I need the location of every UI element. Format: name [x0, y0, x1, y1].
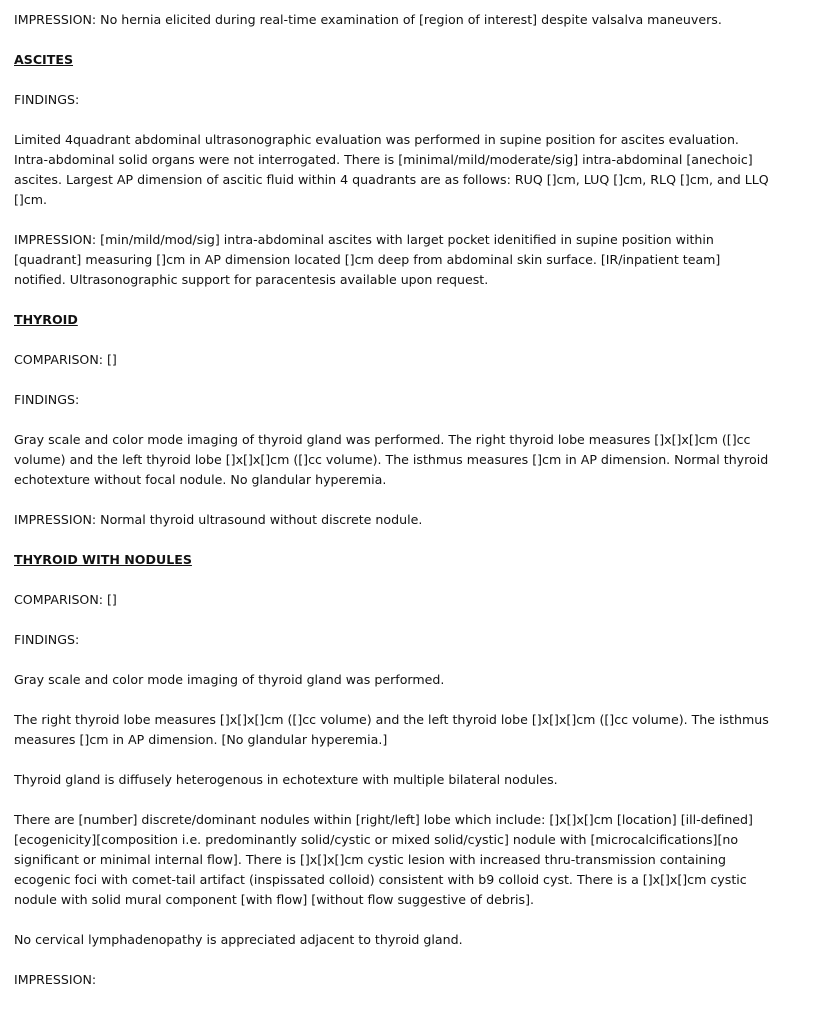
thyroid-nodules-paragraph-5: No cervical lymphadenopathy is appreciated adjacent to thyroid gland.	[14, 932, 463, 947]
thyroid-nodules-line: measures []cm in AP dimension. [No glandular hyperemia.]	[14, 732, 388, 747]
thyroid-nodules-paragraph-2	[14, 710, 810, 750]
ascites-findings-line: Intra-abdominal solid organs were not interrogated. There is [minimal/mild/moderate/sig] intra-abdominal [anechoic]	[14, 152, 753, 167]
ascites-impression-line: notified. Ultrasonographic support for paracentesis available upon request.	[14, 272, 489, 287]
thyroid-heading: THYROID	[14, 312, 78, 327]
thyroid-impression: IMPRESSION: Normal thyroid ultrasound without discrete nodule.	[14, 512, 423, 527]
thyroid-findings-line: echotexture without focal nodule. No glandular hyperemia.	[14, 472, 387, 487]
ascites-findings-line: Limited 4quadrant abdominal ultrasonographic evaluation was performed in supine position for ascites evaluation.	[14, 132, 739, 147]
ascites-findings-label: FINDINGS:	[14, 92, 80, 107]
thyroid-nodules-line: There are [number] discrete/dominant nodules within [right/left] lobe which include: []x[]x[]cm [location] [ill-defined]	[14, 812, 753, 827]
ascites-findings-line: ascites. Largest AP dimension of ascitic fluid within 4 quadrants are as follows: RUQ []cm, LUQ []cm, RLQ []cm, and LLQ	[14, 172, 769, 187]
report-document	[14, 0, 810, 990]
thyroid-findings-line: volume) and the left thyroid lobe []x[]x[]cm ([]cc volume). The isthmus measures []cm in AP dimension. Normal thyroid	[14, 452, 769, 467]
thyroid-nodules-paragraph-3: Thyroid gland is diffusely heterogenous in echotexture with multiple bilateral nodules.	[14, 772, 558, 787]
thyroid-nodules-line: nodule with solid mural component [with flow] [without flow suggestive of debris].	[14, 892, 534, 907]
thyroid-findings-label: FINDINGS:	[14, 392, 80, 407]
thyroid-nodules-line: significant or minimal internal flow]. There is []x[]x[]cm cystic lesion with increased thru-transmission containing	[14, 852, 726, 867]
hernia-impression: IMPRESSION: No hernia elicited during real-time examination of [region of interest] despite valsalva maneuvers.	[14, 12, 722, 27]
thyroid-nodules-paragraph-1: Gray scale and color mode imaging of thyroid gland was performed.	[14, 672, 445, 687]
ascites-heading: ASCITES	[14, 52, 74, 67]
thyroid-nodules-paragraph-4	[14, 810, 810, 910]
thyroid-nodules-findings-label: FINDINGS:	[14, 632, 80, 647]
thyroid-nodules-line: [ecogenicity][composition i.e. predominantly solid/cystic or mixed solid/cystic] nodule with [microcalcifications][no	[14, 832, 739, 847]
thyroid-findings-paragraph	[14, 430, 810, 490]
ascites-findings-line: []cm.	[14, 192, 48, 207]
thyroid-nodules-comparison: COMPARISON: []	[14, 592, 117, 607]
thyroid-nodules-heading: THYROID WITH NODULES	[14, 552, 192, 567]
thyroid-comparison: COMPARISON: []	[14, 352, 117, 367]
thyroid-nodules-line: The right thyroid lobe measures []x[]x[]cm ([]cc volume) and the left thyroid lobe []x[]x[]cm ([]cc volume). The isthmus	[14, 712, 769, 727]
thyroid-nodules-impression-label: IMPRESSION:	[14, 972, 97, 987]
ascites-impression-paragraph	[14, 230, 810, 290]
ascites-impression-line: IMPRESSION: [min/mild/mod/sig] intra-abdominal ascites with larget pocket idenitified in supine position within	[14, 232, 714, 247]
thyroid-nodules-line: ecogenic foci with comet-tail artifact (inspissated colloid) consistent with b9 colloid cyst. There is a []x[]x[]cm cystic	[14, 872, 747, 887]
ascites-impression-line: [quadrant] measuring []cm in AP dimension located []cm deep from abdominal skin surface. [IR/inpatient team]	[14, 252, 721, 267]
ascites-findings-paragraph	[14, 130, 810, 210]
thyroid-findings-line: Gray scale and color mode imaging of thyroid gland was performed. The right thyroid lobe measures []x[]x[]cm ([]cc	[14, 432, 751, 447]
